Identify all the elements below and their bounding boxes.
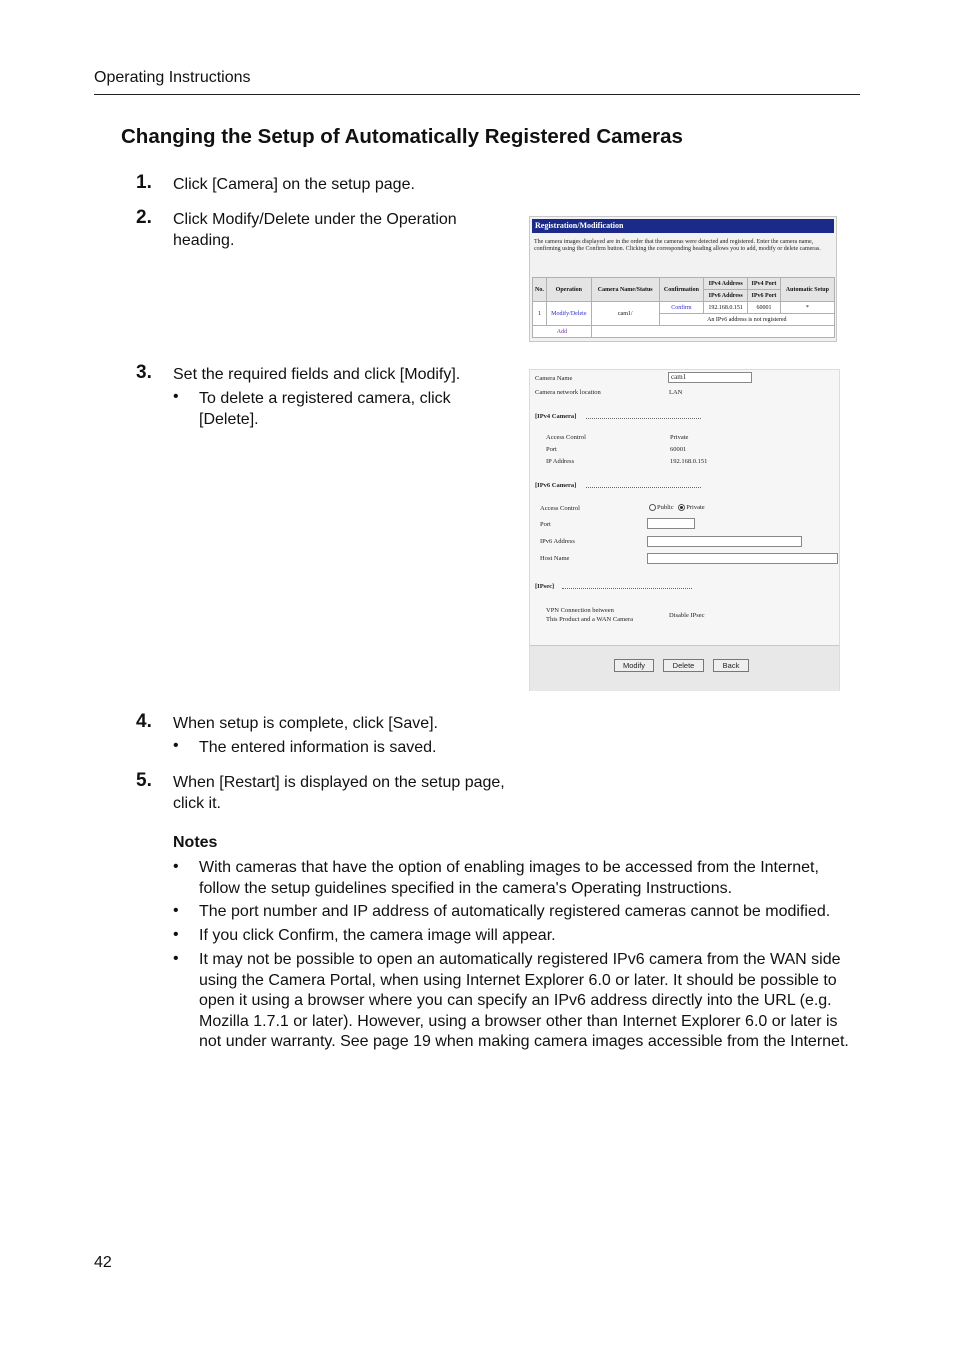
ipv6-port-input[interactable] [647,518,695,529]
vpn-label-line1: VPN Connection between [546,607,614,614]
ipsec-section-rule [562,588,692,589]
step-5-number: 5. [136,770,152,791]
ipv6-access-radios [649,504,705,511]
host-name-label: Host Name [540,555,570,562]
note-4-bullet-glyph: • [173,950,179,967]
row-ipv4-address: 192.168.0.151 [704,302,748,314]
registration-screenshot [529,216,837,342]
public-radio-label: Public [657,504,674,511]
modify-button[interactable]: Modify [614,659,654,672]
ipsec-section-header: [IPsec] [535,583,555,590]
delete-button[interactable]: Delete [663,659,704,672]
step-3-bullet-glyph: • [173,388,179,405]
ipv6-address-label: IPv6 Address [540,538,575,545]
host-name-input[interactable] [647,553,838,564]
ipv6-section-header: [IPv6 Camera] [535,482,577,489]
notes-title: Notes [173,834,218,851]
step-1-text: Click [Camera] on the setup page. [173,176,415,193]
private-radio-label: Private [686,504,705,511]
step-3-text: Set the required fields and click [Modify]. [173,366,461,383]
network-location-label: Camera network location [535,389,601,396]
network-location-value: LAN [669,389,683,396]
ipv6-section-rule [586,487,701,488]
step-2-text: Click Modify/Delete under the Operation heading. [173,211,457,249]
row-ipv6-status: An IPv6 address is not registered [659,314,834,326]
back-button[interactable]: Back [713,659,749,672]
registration-heading: Registration/Modification [532,219,834,233]
step-3-bullet-text: To delete a registered camera, click [Delete]. [199,390,451,428]
note-3-bullet-glyph: • [173,926,179,943]
ipv4-access-value: Private [670,434,689,441]
table-row [533,302,835,314]
ipv6-access-label: Access Control [540,505,580,512]
col-confirmation: Confirmation [659,278,704,302]
page-number: 42 [94,1254,112,1271]
note-1-text: With cameras that have the option of enabling images to be accessed from the Internet, follow the setup guidelines specified in the camera's Operating Instructions. [199,859,819,897]
col-ipv4-port: IPv4 Port [748,278,781,290]
camera-name-label: Camera Name [535,375,573,382]
registration-description: The camera images displayed are in the order that the cameras were detected and registered. Enter the camera name, confirming using the Confirm button. Clicking the corresponding heading allows you to add, modify or delete cameras. [534,239,821,252]
section-title: Changing the Setup of Automatically Registered Cameras [121,125,683,148]
ipv4-access-label: Access Control [546,434,586,441]
ipv4-ip-value: 192.168.0.151 [670,458,708,465]
confirm-link[interactable]: Confirm [659,302,704,314]
col-operation: Operation [546,278,591,302]
step-1-number: 1. [136,172,152,193]
vpn-value: Disable IPsec [669,612,705,619]
ipv4-port-label: Port [546,446,557,453]
note-3-text: If you click Confirm, the camera image will appear. [199,927,556,944]
col-automatic-setup: Automatic Setup [780,278,834,302]
step-4-bullet-glyph: • [173,737,179,754]
ipv4-section-header: [IPv4 Camera] [535,413,577,420]
col-camera-name-status: Camera Name/Status [591,278,659,302]
row-ipv4-port: 60001 [748,302,781,314]
col-ipv6-port: IPv6 Port [748,290,781,302]
ipv4-section-rule [586,418,701,419]
add-row-filler [591,326,834,338]
row-automatic-setup: * [780,302,834,314]
ipv4-ip-label: IP Address [546,458,575,465]
running-header: Operating Instructions [94,69,251,86]
row-no: 1 [533,302,547,326]
camera-form-screenshot [529,369,840,691]
step-4-number: 4. [136,711,152,732]
step-4-text: When setup is complete, click [Save]. [173,715,438,732]
step-3-number: 3. [136,362,152,383]
note-4-text: It may not be possible to open an automatically registered IPv6 camera from the WAN side using the Camera Portal, when using Internet Explorer 6.0 or later. It should be possible to open it using a browser where you can specify an IPv6 address directly into the URL (e.g. Mozilla 1.7.1 or later). However, using a browser other than Internet Explorer 6.0 or later is not under warranty. See page 19 when making camera images accessible from the Internet. [199,951,849,1050]
step-4-bullet-text: The entered information is saved. [199,739,437,756]
header-rule [94,94,860,95]
private-radio[interactable] [678,504,685,511]
registration-table [532,277,835,338]
col-no: No. [533,278,547,302]
public-radio[interactable] [649,504,656,511]
ipv6-address-input[interactable] [647,536,802,547]
add-link[interactable]: Add [533,326,592,338]
col-ipv6-address: IPv6 Address [704,290,748,302]
step-5-text: When [Restart] is displayed on the setup page, click it. [173,774,505,812]
step-2-number: 2. [136,207,152,228]
note-2-text: The port number and IP address of automatically registered cameras cannot be modified. [199,903,831,920]
camera-name-input[interactable]: cam1 [668,372,752,383]
vpn-label-line2: This Product and a WAN Camera [546,616,634,623]
row-camera-name: cam1/ [591,302,659,326]
ipv4-port-value: 60001 [670,446,687,453]
ipv6-port-label: Port [540,521,551,528]
note-1-bullet-glyph: • [173,858,179,875]
col-ipv4-address: IPv4 Address [704,278,748,290]
note-2-bullet-glyph: • [173,902,179,919]
modify-delete-link[interactable]: Modify/Delete [546,302,591,326]
